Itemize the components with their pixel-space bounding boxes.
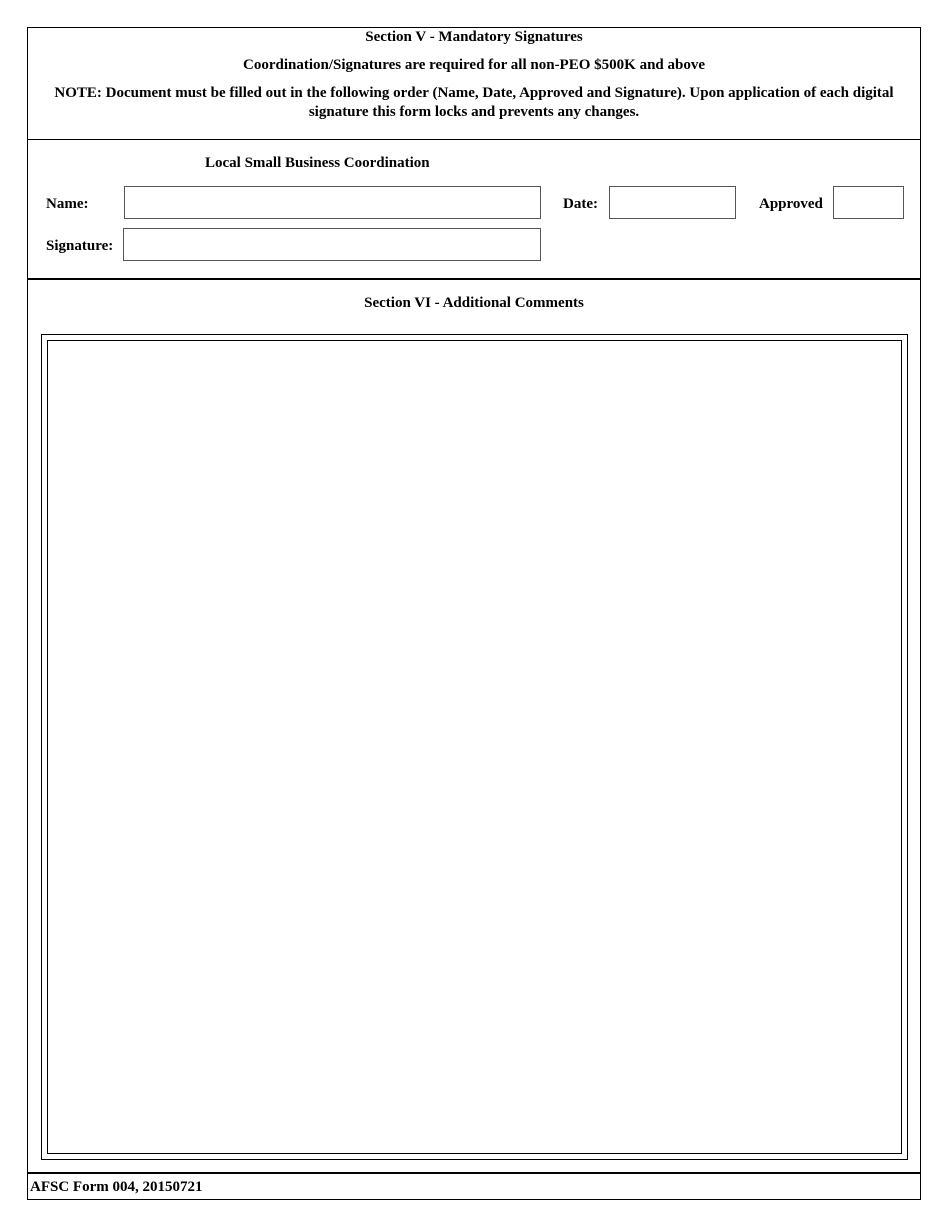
divider (27, 278, 921, 280)
coordination-heading: Local Small Business Coordination (205, 155, 430, 171)
additional-comments-textarea[interactable] (47, 340, 902, 1154)
form-identifier: AFSC Form 004, 20150721 (30, 1179, 203, 1195)
section-v-title: Section V - Mandatory Signatures (365, 29, 583, 45)
divider (27, 139, 921, 140)
approved-input[interactable] (833, 186, 904, 219)
section-v-note: NOTE: Document must be filled out in the following order (Name, Date, Approved and Signature). Upon application of each digital signature this form locks and prevents any changes. (54, 85, 894, 120)
date-input[interactable] (609, 186, 736, 219)
approved-label: Approved (759, 196, 823, 212)
section-v-subtitle: Coordination/Signatures are required for all non-PEO $500K and above (243, 57, 705, 73)
date-label: Date: (563, 196, 598, 212)
divider (27, 1172, 921, 1174)
section-vi-title: Section VI - Additional Comments (364, 295, 584, 311)
name-label: Name: (46, 196, 89, 212)
signature-label: Signature: (46, 238, 114, 254)
name-input[interactable] (124, 186, 541, 219)
signature-input[interactable] (123, 228, 541, 261)
